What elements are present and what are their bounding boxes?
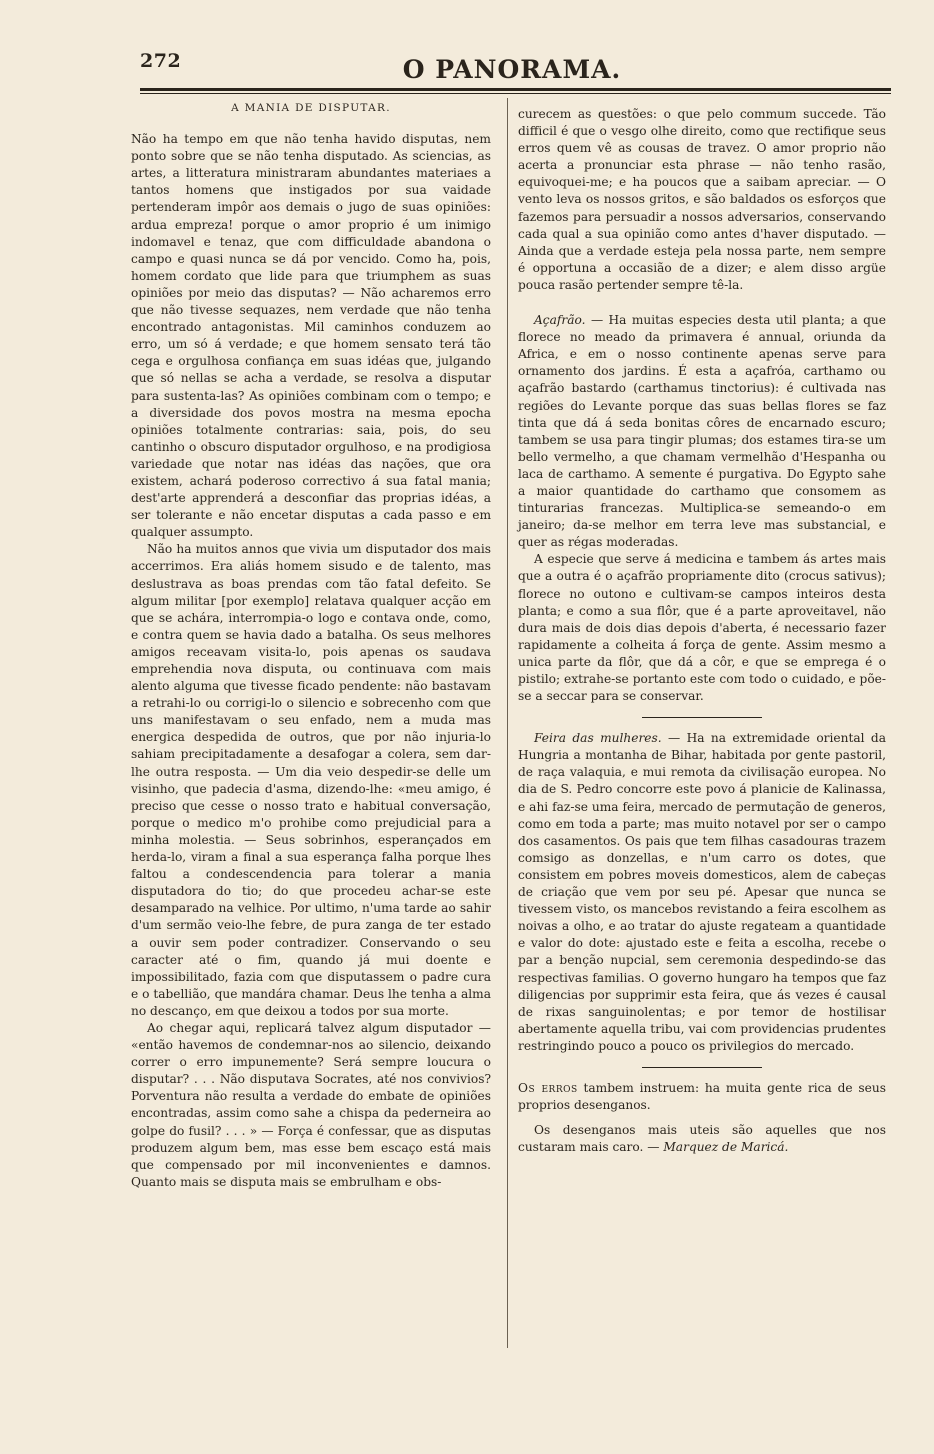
- section-separator: [642, 717, 762, 718]
- article-heading: A MANIA DE DISPUTAR.: [231, 102, 391, 114]
- spacer: [518, 294, 886, 312]
- acafrao-paragraph: [518, 312, 886, 551]
- spacer: [518, 1114, 886, 1122]
- erros-lead: Os erros: [518, 1080, 578, 1095]
- erros-paragraph: [518, 1080, 886, 1114]
- header-rule-thin: [140, 93, 891, 94]
- desenganos-text: Os desenganos mais uteis são aquelles que nos custaram mais caro. —: [518, 1123, 886, 1155]
- right-column: [518, 106, 886, 1156]
- section-separator: [642, 1067, 762, 1068]
- feira-paragraph: [518, 730, 886, 1055]
- acafrao-lead: Açafrão.: [534, 313, 586, 328]
- feira-text: — Ha na extremidade oriental da Hungria a montanha de Bihar, habitada por gente pastoril, de raça valaquia, e mui remota da civilisação europea. No dia de S. Pedro concorre este povo á planicie de Kalinassa, e ahi faz-se uma feira, mercado de permutação de generos, como em toda a parte; mas muito notavel por ser o campo dos casamentos. Os pais que tem filhas casadouras trazem comsigo as donzellas, e n'um carro os dotes, que consistem em pobres moveis domesticos, alem de cabeças de criação que vem por seu pé. Apesar que nunca se tivessem visto, os mancebos revistando a feira escolhem as noivas a olho, e ao tratar do ajuste regateam a quantidade e valor do dote: ajustado este e feita a escolha, recebe o par a benção nupcial, sem ceremonia despedindo-se das respectivas familias. O governo hungaro ha tempos que faz diligencias por supprimir esta feira, que ás vezes é causal de rixas sanguinolentas; e por temor de hostilisar abertamente aquella tribu, vai com providencias prudentes restringindo pouco a pouco os privilegios do mercado.: [518, 731, 886, 1053]
- signature: Marquez de Maricá.: [663, 1140, 789, 1155]
- feira-lead: Feira das mulheres.: [534, 731, 662, 746]
- header-rule-thick: [140, 88, 891, 91]
- article-paragraph: Não ha tempo em que não tenha havido disputas, nem ponto sobre que se não tenha disputado. As sciencias, as artes, a litteratura ministraram abundantes materiaes a tantos homens que instigados por sua vaidade pertenderam impôr aos demais o jugo de suas opiniões: ardua empreza! porque o amor proprio é um inimigo indomavel e tenaz, que com difficuldade abandona o campo e quasi nunca se dá por vencido. Como ha, pois, homem cordato que lide para que triumphem as suas opiniões por meio das disputas? — Não acharemos erro que não tivesse sequazes, nem verdade que não tenha encontrado antagonistas. Mil caminhos conduzem ao erro, um só á verdade; e que homem sensato terá tão cega e orgulhosa confiança em suas idéas que, julgando que só nellas se acha a verdade, se resolva a disputar para sustenta-las? As opiniões combinam com o tempo; e a diversidade dos povos mostra na mesma epocha opiniões totalmente contrarias: saia, pois, do seu cantinho o obscuro disputador orgulhoso, e na prodigiosa variedade que notar nas idéas das nações, que ora existem, achará poderoso correctivo á sua fatal mania; dest'arte apprenderá a desconfiar das proprias idéas, a ser tolerante e não encetar disputas a cada passo e em qualquer assumpto.: [131, 132, 491, 540]
- acafrao-paragraph-2: A especie que serve á medicina e tambem ás artes mais que a outra é o açafrão propriamente dito (crocus sativus); florece no outono e cultivam-se campos inteiros desta planta; e como a sua flôr, que é a parte aproveitavel, não dura mais de dois dias depois d'aberta, é necessario fazer rapidamente a colheita á força de gente. Assim mesmo a unica parte da flôr, que dá a côr, e que se emprega é o pistilo; extrahe-se portanto este com todo o cuidado, e põe-se a seccar para se conservar.: [518, 552, 886, 704]
- article-paragraph: Não ha muitos annos que vivia um disputador dos mais accerrimos. Era aliás homem sisudo e de talento, mas deslustrava as boas prendas com tão fatal defeito. Se algum militar [por exemplo] relatava qualquer acção em que se achára, interrompia-o logo e contava onde, como, e contra quem se havia dado a batalha. Os seus melhores amigos receavam visita-lo, pois apenas os saudava emprehendia nova disputa, ou continuava com mais alento alguma que tivesse ficado pendente: não bastavam a retrahi-lo ou corrigi-lo o silencio e sobrecenho com que uns manifestavam o seu enfado, nem a muda mas energica despedida de outros, que por não injuria-lo sahiam precipitadamente a desafogar a colera, sem dar-lhe outra resposta. — Um dia veio despedir-se delle um visinho, que padecia d'asma, dizendo-lhe: «meu amigo, é preciso que cesse o nosso trato e habitual conversação, porque o medico m'o prohibe como prejudicial para a minha molestia. — Seus sobrinhos, esperançados em herda-lo, viram a final a sua esperança falha porque lhes faltou a condescendencia para tolerar a mania disputadora do tio; do que procedeu achar-se este desamparado na velhice. Por ultimo, n'uma tarde ao sahir d'um sermão veio-lhe febre, de pura zanga de ter estado a ouvir sem poder contradizer. Conservando o seu caracter até o fim, quando já mui doente e impossibilitado, fazia com que disputassem o padre cura e o tabellião, que mandára chamar. Deus lhe tenha a alma no descanço, em que deixou a todos por sua morte.: [131, 542, 491, 1018]
- article-continuation: curecem as questões: o que pelo commum succede. Tão difficil é que o vesgo olhe direito, como que rectifique seus erros quem vê as cousas de travez. O amor proprio não acerta a pronunciar esta phrase — não tenho rasão, equivoquei-me; e ha poucos que a saibam apreciar. — O vento leva os nossos gritos, e são baldados os esforços que fazemos para persuadir a nossos adversarios, conservando cada qual a sua opinião como antes d'haver disputado. — Ainda que a verdade esteja pela nossa parte, nem sempre é opportuna a occasião de a dizer; e alem disso argüe pouca rasão pertender sempre tê-la.: [518, 107, 886, 292]
- column-divider: [507, 98, 508, 1348]
- acafrao-text: — Ha muitas especies desta util planta; a que florece no meado da primavera é annual, oriunda da Africa, e em o nosso continente apenas serve para ornamento dos jardins. É esta a açafróa, carthamo ou açafrão bastardo (carthamus tinctorius): é cultivada nas regiões do Levante porque das suas bellas flores se faz tinta que dá á seda bonitas côres de encarnado escuro; tambem se usa para tingir plumas; dos estames tira-se um bello vermelho, a que chamam vermelhão d'Hespanha ou laca de carthamo. A semente é purgativa. Do Egypto sahe a maior quantidade do carthamo que consomem as tinturarias francezas. Multiplica-se semeando-o em janeiro; da-se melhor em terra leve mas substancial, e quer as régas moderadas.: [518, 313, 886, 550]
- page-number: 272: [140, 50, 182, 72]
- desenganos-paragraph: [518, 1122, 886, 1156]
- journal-title: O PANORAMA.: [402, 55, 622, 84]
- article-paragraph: Ao chegar aqui, replicará talvez algum disputador — «então havemos de condemnar-nos ao silencio, deixando correr o erro impunemente? Será sempre loucura o disputar? . . . Não disputava Socrates, até nos convivios? Porventura não resulta a verdade do embate de opiniões encontradas, assim como sahe a chispa da pederneira ao golpe do fusil? . . . » — Força é confessar, que as disputas produzem algum bem, mas esse bem escaço está mais que compensado por mil inconvenientes e damnos. Quanto mais se disputa mais se embrulham e obs-: [131, 1020, 491, 1189]
- erros-text: tambem instruem: ha muita gente rica de seus proprios desenganos.: [518, 1080, 887, 1113]
- left-column: [131, 100, 491, 1191]
